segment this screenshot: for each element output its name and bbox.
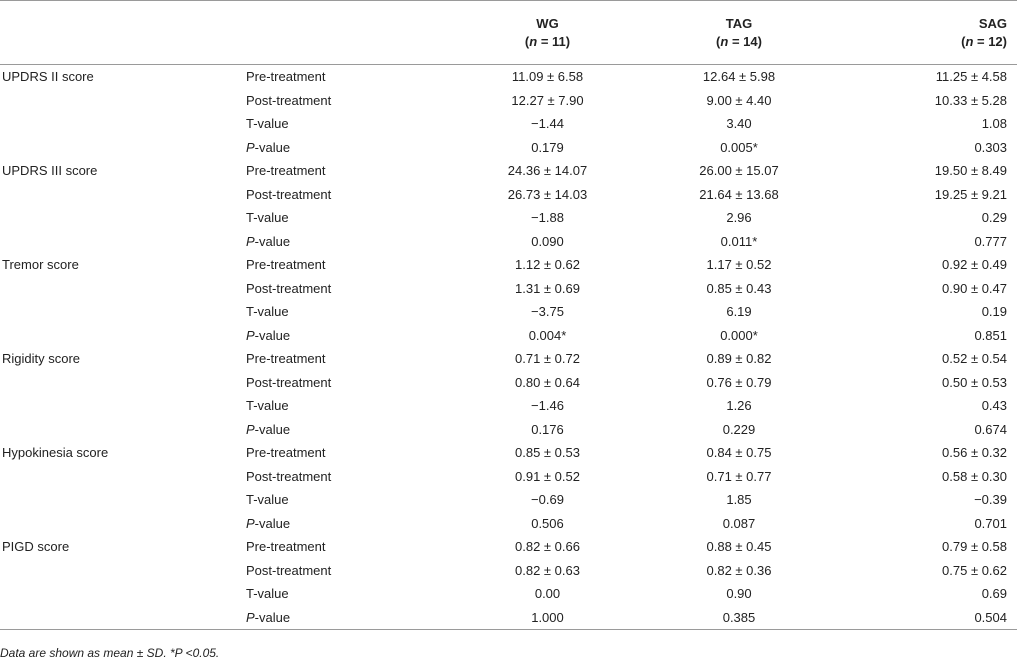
table-row [0, 112, 1017, 136]
row-group-label [0, 559, 242, 583]
cell-sag: 0.58 ± 0.30 [942, 468, 1007, 484]
cell-sag: 0.79 ± 0.58 [942, 539, 1007, 554]
cell-wg: 1.31 ± 0.69 [515, 280, 580, 296]
cell-sag: 0.90 ± 0.47 [942, 280, 1007, 296]
cell-tag: 2.96 [726, 210, 752, 225]
header-n-value: = 11) [537, 33, 571, 49]
cell-wg: 0.71 ± 0.72 [515, 351, 580, 366]
row-group-label: UPDRS III score [2, 163, 98, 178]
cell-tag: 0.385 [645, 606, 833, 630]
row-group-label: Rigidity score [2, 351, 81, 366]
cell-tag: 0.84 ± 0.75 [706, 445, 772, 460]
cell-sag: 0.19 [981, 304, 1007, 319]
cell-tag: 0.85 ± 0.43 [706, 280, 772, 296]
table-row [0, 418, 1017, 442]
row-group-label [0, 300, 242, 324]
row-group-label [0, 465, 242, 489]
header-n-symbol: n [529, 33, 538, 49]
header-row [0, 1, 1017, 65]
cell-tag: 3.40 [726, 116, 752, 131]
row-group-label: Tremor score [2, 257, 79, 272]
cell-tag: 0.087 [722, 515, 756, 531]
header-n-value: = 12) [973, 33, 1007, 49]
row-measure-label: Pre-treatment [246, 351, 326, 366]
table-row [0, 606, 1017, 630]
cell-tag: 0.90 [726, 586, 752, 601]
row-measure-label: P-value [246, 139, 291, 155]
cell-sag: 0.303 [974, 139, 1007, 155]
row-measure-label: Post-treatment [246, 92, 332, 108]
header-group-name: TAG [725, 15, 753, 31]
cell-wg: −1.46 [531, 398, 564, 413]
table-row [0, 324, 1017, 348]
cell-wg: 0.004* [528, 327, 567, 343]
cell-tag: 6.19 [726, 304, 752, 319]
cell-sag: 0.777 [974, 233, 1007, 249]
cell-tag: 0.89 ± 0.82 [706, 351, 772, 366]
row-measure-label: P-value [246, 327, 291, 343]
cell-tag: 1.17 ± 0.52 [706, 257, 772, 272]
cell-wg: 24.36 ± 14.07 [507, 163, 588, 178]
header-blank-measure [242, 1, 450, 65]
cell-sag: −0.39 [974, 492, 1007, 507]
row-measure-label: T-value [246, 210, 289, 225]
row-group-label [0, 112, 242, 136]
row-group-label: PIGD score [2, 539, 70, 554]
row-measure-label: T-value [246, 398, 289, 413]
cell-wg: −1.88 [531, 210, 564, 225]
cell-sag: 0.75 ± 0.62 [942, 562, 1007, 578]
row-measure-label: Post-treatment [246, 280, 332, 296]
p-symbol: P [246, 421, 255, 437]
cell-sag: 0.29 [981, 210, 1007, 225]
cell-sag: 1.08 [981, 116, 1007, 131]
table-row [0, 159, 1017, 183]
cell-tag: 0.71 ± 0.77 [706, 468, 772, 484]
header-sag [833, 1, 1017, 65]
header-group-n: (n = 11) [524, 33, 571, 49]
table-row [0, 394, 1017, 418]
row-group-label [0, 371, 242, 395]
cell-tag: 0.011* [720, 233, 758, 249]
cell-sag: 19.25 ± 9.21 [934, 186, 1007, 202]
row-measure-label: Post-treatment [246, 468, 332, 484]
cell-wg: 0.82 ± 0.66 [515, 539, 580, 554]
row-group-label [0, 89, 242, 113]
cell-sag: 10.33 ± 5.28 [934, 92, 1007, 108]
cell-tag: 0.000* [720, 327, 758, 343]
table-footnote: Data are shown as mean ± SD. *P <0.05. [0, 646, 220, 660]
cell-wg: −1.44 [531, 116, 564, 131]
header-group-n: (n = 12) [961, 33, 1007, 49]
cell-sag: 11.25 ± 4.58 [935, 69, 1007, 84]
row-group-label [0, 512, 242, 536]
header-group-n: (n = 14) [716, 33, 762, 49]
header-n-symbol: n [965, 33, 974, 49]
cell-tag: 1.26 [726, 398, 752, 413]
cell-wg: 1.000 [450, 606, 645, 630]
table-row [0, 206, 1017, 230]
row-group-label [0, 418, 242, 442]
row-group-label [0, 183, 242, 207]
cell-wg: 26.73 ± 14.03 [507, 186, 588, 202]
table-row [0, 371, 1017, 395]
row-measure-label: P-value [246, 515, 291, 531]
cell-wg: 0.00 [534, 586, 561, 601]
table-row [0, 253, 1017, 277]
table-row [0, 347, 1017, 371]
table-row [0, 488, 1017, 512]
p-symbol: P [246, 515, 255, 531]
row-measure-label: Pre-treatment [246, 69, 326, 84]
table-row [0, 277, 1017, 301]
table-row [0, 559, 1017, 583]
cell-wg: 12.27 ± 7.90 [511, 92, 584, 108]
cell-wg: −3.75 [531, 304, 564, 319]
row-measure-label: T-value [246, 304, 289, 319]
cell-tag: 9.00 ± 4.40 [706, 92, 772, 108]
row-measure-label: Pre-treatment [246, 445, 326, 460]
row-group-label [0, 324, 242, 348]
row-measure-label: Pre-treatment [246, 163, 326, 178]
cell-wg: 0.179 [531, 139, 564, 155]
row-measure-label: Pre-treatment [246, 539, 326, 554]
cell-tag: 0.88 ± 0.45 [706, 539, 772, 554]
row-group-label [0, 488, 242, 512]
table-row [0, 535, 1017, 559]
cell-sag: 0.69 [981, 586, 1007, 601]
p-symbol: P [246, 327, 255, 343]
header-n-value: = 14) [728, 33, 762, 49]
header-tag [645, 1, 833, 65]
row-measure-label: T-value [246, 586, 289, 601]
cell-sag: 0.56 ± 0.32 [942, 445, 1007, 460]
cell-wg: 0.82 ± 0.63 [515, 562, 580, 578]
row-group-label [0, 582, 242, 606]
cell-tag: 0.229 [722, 421, 756, 437]
table-row [0, 582, 1017, 606]
cell-wg: 0.85 ± 0.53 [515, 445, 580, 460]
row-measure-label: T-value [246, 492, 289, 507]
p-symbol: P [246, 609, 255, 625]
cell-tag: 0.76 ± 0.79 [706, 374, 772, 390]
cell-tag: 26.00 ± 15.07 [699, 163, 779, 178]
row-measure-label: P-value [242, 606, 450, 630]
cell-wg: 0.506 [531, 515, 564, 531]
header-blank-group [0, 1, 242, 65]
row-measure-label: T-value [246, 116, 289, 131]
header-n-symbol: n [720, 33, 729, 49]
cell-tag: 1.85 [726, 492, 752, 507]
cell-wg: 1.12 ± 0.62 [515, 257, 580, 272]
table-row [0, 230, 1017, 254]
header-wg [450, 1, 645, 65]
row-group-label [0, 394, 242, 418]
cell-sag: 0.43 [981, 398, 1007, 413]
table-row [0, 183, 1017, 207]
cell-sag: 0.52 ± 0.54 [942, 351, 1007, 366]
table-row [0, 512, 1017, 536]
row-measure-label: Post-treatment [246, 562, 332, 578]
row-group-label: Hypokinesia score [2, 445, 109, 460]
table-row [0, 65, 1017, 89]
cell-wg: 0.090 [531, 233, 564, 249]
cell-tag: 0.005* [720, 139, 758, 155]
row-measure-label: Post-treatment [246, 374, 332, 390]
cell-wg: 11.09 ± 6.58 [511, 69, 584, 84]
row-measure-label: Pre-treatment [246, 257, 326, 272]
cell-wg: 0.91 ± 0.52 [515, 468, 580, 484]
row-group-label [0, 277, 242, 301]
cell-sag: 0.50 ± 0.53 [942, 374, 1007, 390]
cell-sag: 0.92 ± 0.49 [942, 257, 1007, 272]
cell-sag: 19.50 ± 8.49 [934, 163, 1007, 178]
cell-sag: 0.851 [974, 327, 1007, 343]
row-measure-label: P-value [246, 421, 291, 437]
table-row [0, 300, 1017, 324]
table-row [0, 465, 1017, 489]
row-measure-label: P-value [246, 233, 291, 249]
cell-sag: 0.504 [833, 606, 1017, 630]
cell-wg: −0.69 [531, 492, 564, 507]
p-symbol: P [246, 139, 255, 155]
cell-tag: 0.82 ± 0.36 [706, 562, 772, 578]
row-group-label [0, 230, 242, 254]
row-measure-label: Post-treatment [246, 186, 332, 202]
row-group-label [0, 206, 242, 230]
header-group-name: WG [536, 15, 559, 31]
table-body [0, 65, 1017, 630]
cell-wg: 0.80 ± 0.64 [515, 374, 580, 390]
cell-tag: 12.64 ± 5.98 [702, 69, 776, 84]
p-symbol: P [246, 233, 255, 249]
table-row [0, 441, 1017, 465]
row-group-label [0, 136, 242, 160]
cell-wg: 0.176 [531, 421, 564, 437]
row-group-label: UPDRS II score [2, 69, 94, 84]
cell-sag: 0.701 [974, 515, 1007, 531]
row-group-label [0, 606, 242, 630]
cell-tag: 21.64 ± 13.68 [699, 186, 779, 202]
cell-sag: 0.674 [974, 421, 1007, 437]
table-row [0, 89, 1017, 113]
table-row [0, 136, 1017, 160]
header-group-name: SAG [978, 15, 1007, 31]
